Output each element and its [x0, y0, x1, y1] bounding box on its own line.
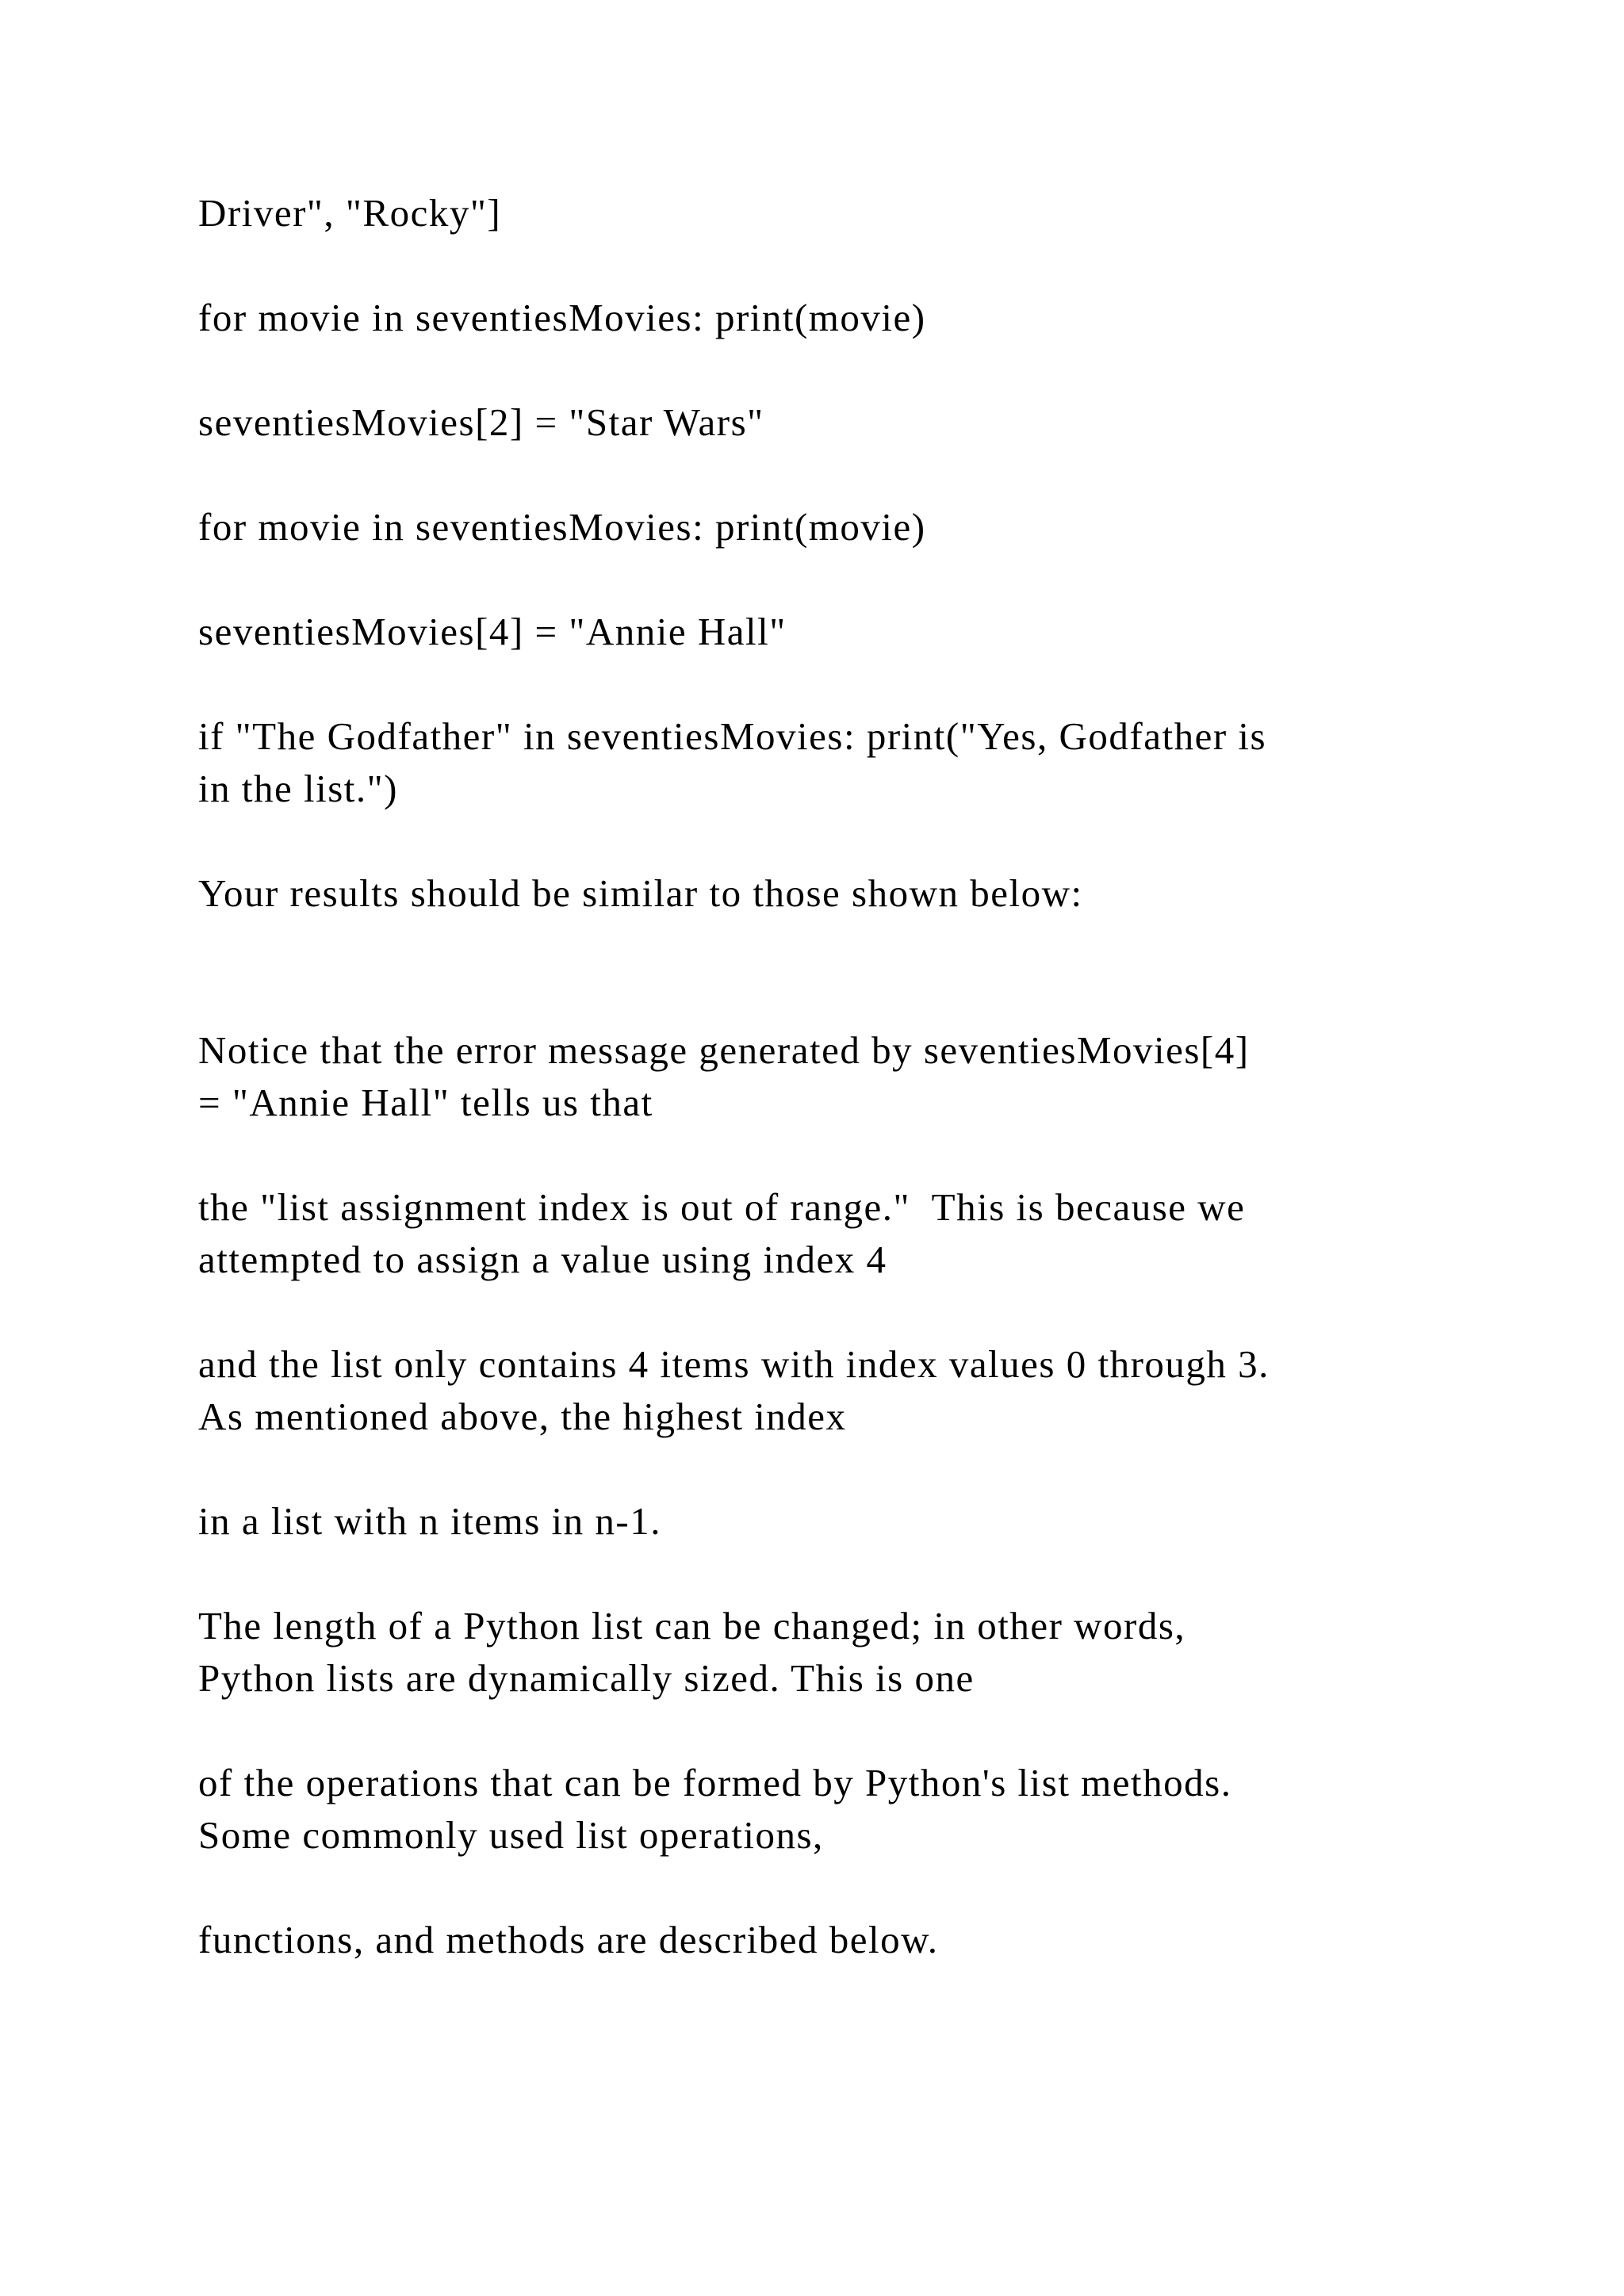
paragraph-error-notice: Notice that the error message generated by seventiesMovies[4] = "Annie Hall" tells us that: [198, 1028, 1250, 1124]
paragraph-code-assign-2: seventiesMovies[2] = "Star Wars": [198, 400, 764, 444]
document-body: [198, 187, 1483, 2019]
paragraph-list-methods: of the operations that can be formed by Python's list methods. Some commonly used list operations,: [198, 1761, 1232, 1857]
paragraph-code-loop-2: for movie in seventiesMovies: print(movie): [198, 505, 926, 549]
paragraph-code-assign-4: seventiesMovies[4] = "Annie Hall": [198, 610, 787, 653]
paragraph-described-below: functions, and methods are described below.: [198, 1918, 939, 1961]
paragraph-index-range: the "list assignment index is out of range." This is because we attempted to assign a value using index 4: [198, 1185, 1246, 1281]
paragraph-code-loop-1: for movie in seventiesMovies: print(movie): [198, 296, 926, 339]
paragraph-list-length: The length of a Python list can be changed; in other words, Python lists are dynamically sized. This is one: [198, 1604, 1186, 1700]
paragraph-code-if-godfather: if "The Godfather" in seventiesMovies: print("Yes, Godfather is in the list."): [198, 714, 1267, 810]
paragraph-list-contains: and the list only contains 4 items with index values 0 through 3. As mentioned above, the highest index: [198, 1342, 1270, 1438]
paragraph-highest-index: in a list with n items in n-1.: [198, 1499, 661, 1543]
paragraph-results-intro: Your results should be similar to those shown below:: [198, 871, 1083, 915]
paragraph-code-list-end: Driver", "Rocky"]: [198, 191, 502, 235]
